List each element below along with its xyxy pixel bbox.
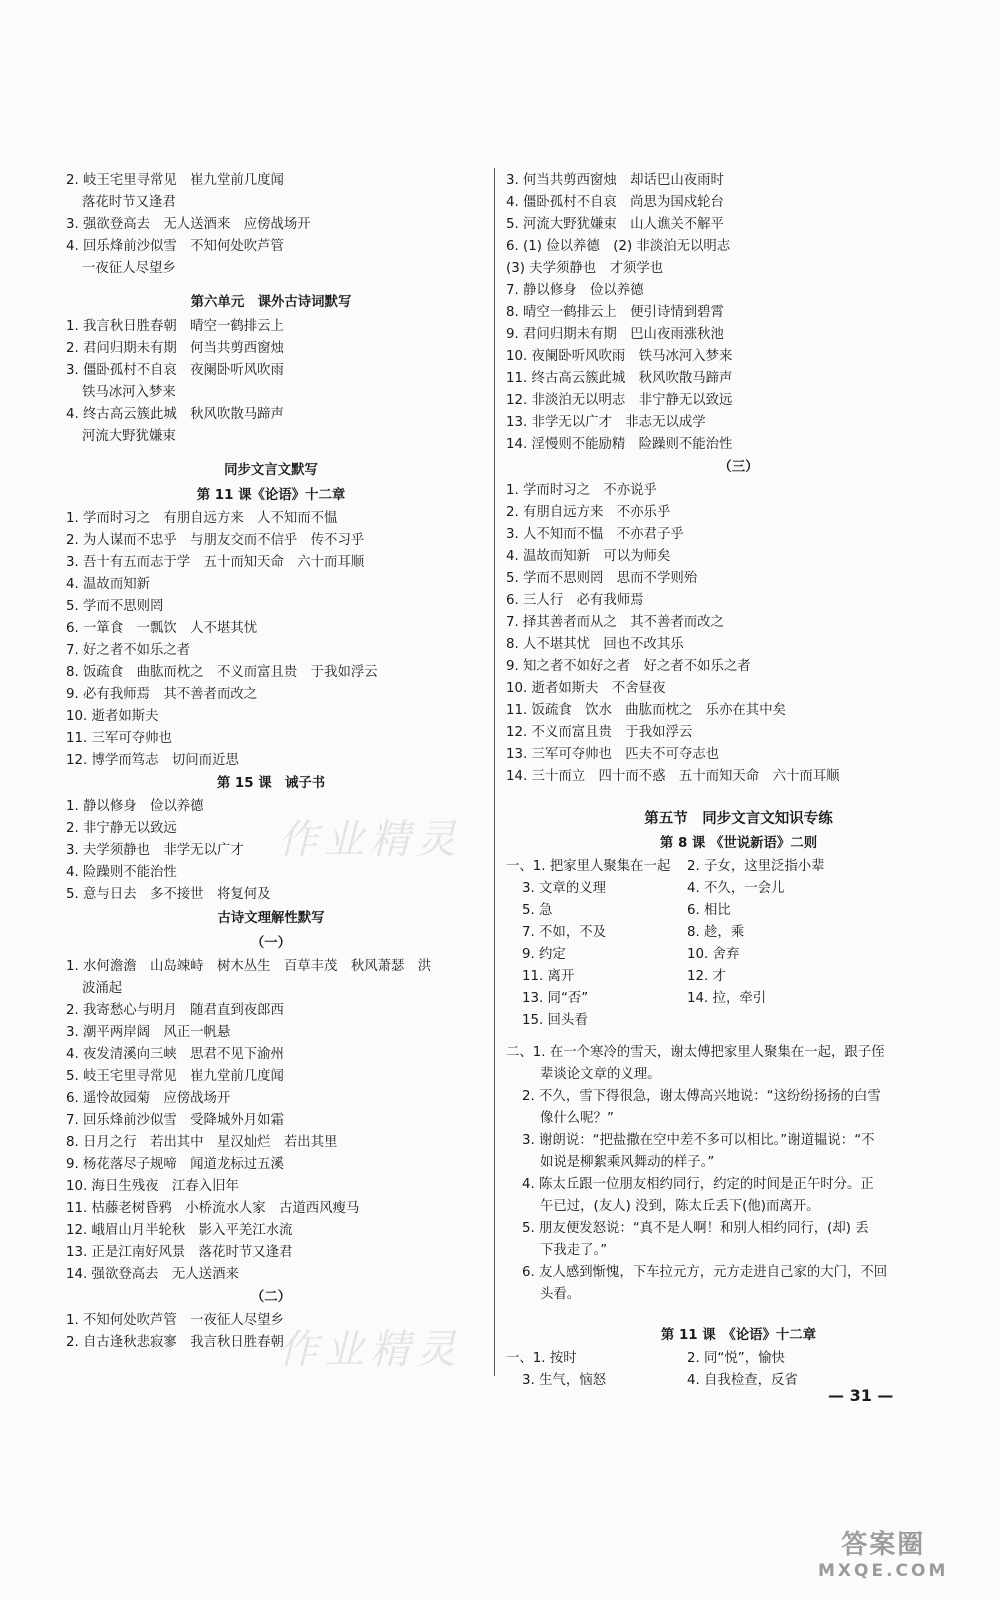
answer-line: 9. 杨花落尽子规啼 闻道龙标过五溪 (66, 1157, 284, 1172)
answer-pair (506, 856, 971, 878)
answer-line: 7. 静以修身 俭以养德 (506, 283, 644, 298)
answer-line: 3. 僵卧孤村不自哀 夜阑卧听风吹雨 (66, 363, 284, 378)
answer-line: 8. 晴空一鹤排云上 便引诗情到碧霄 (506, 305, 724, 320)
answer-line: 2. 自古逢秋悲寂寥 我言秋日胜春朝 (66, 1335, 284, 1350)
answer-line: 二、1. 在一个寒冷的雪天，谢太傅把家里人聚集在一起，跟子侄 (506, 1045, 885, 1060)
answer-line: 波涌起 (82, 981, 123, 996)
answer-line: 7. 择其善者而从之 其不善者而改之 (506, 615, 724, 630)
answer-item: 12. 才 (687, 969, 726, 984)
section-title: 古诗文理解性默写 (217, 911, 325, 926)
answer-line: 1. 不知何处吹芦管 一夜征人尽望乡 (66, 1313, 284, 1328)
answer-line: 10. 夜阑卧听风吹雨 铁马冰河入梦来 (506, 349, 733, 364)
answer-line: 14. 强欲登高去 无人送酒来 (66, 1267, 239, 1282)
answer-line: 1. 学而时习之 不亦说乎 (506, 483, 657, 498)
answer-line: 4. 回乐烽前沙似雪 不知何处吹芦管 (66, 239, 284, 254)
answer-line: 12. 博学而笃志 切问而近思 (66, 753, 239, 768)
answer-line: 4. 险躁则不能治性 (66, 865, 177, 880)
answer-line: 1. 学而时习之 有朋自远方来 人不知而不愠 (66, 511, 338, 526)
answer-item: 一、1. 按时 (506, 1351, 577, 1366)
answer-line: 11. 三军可夺帅也 (66, 731, 172, 746)
answer-line: 7. 好之者不如乐之者 (66, 643, 191, 658)
answer-item: 9. 约定 (522, 947, 566, 962)
answer-line: 2. 不久，雪下得很急，谢太傅高兴地说：“这纷纷扬扬的白雪 (522, 1089, 881, 1104)
answer-pair (506, 1010, 971, 1032)
answer-line: (3) 夫学须静也 才须学也 (506, 261, 664, 276)
answer-line: 14. 三十而立 四十而不惑 五十而知天命 六十而耳顺 (506, 769, 840, 784)
answer-item: 13. 同“否” (522, 991, 589, 1006)
answer-line: 8. 日月之行 若出其中 星汉灿烂 若出其里 (66, 1135, 338, 1150)
left-column (66, 170, 476, 1354)
answer-item: 2. 同“悦”，愉快 (687, 1351, 785, 1366)
answer-line: 10. 海日生残夜 江春入旧年 (66, 1179, 239, 1194)
part-title: （二） (250, 1290, 292, 1305)
answer-pair (506, 922, 971, 944)
answer-line: 14. 淫慢则不能励精 险躁则不能治性 (506, 437, 733, 452)
answer-item: 14. 拉，牵引 (687, 991, 767, 1006)
answer-line: 4. 夜发清溪向三峡 思君不见下渝州 (66, 1047, 284, 1062)
answer-line: 4. 僵卧孤村不自哀 尚思为国戍轮台 (506, 195, 724, 210)
answer-line: 3. 潮平两岸阔 风正一帆悬 (66, 1025, 231, 1040)
answer-item: 7. 不如，不及 (522, 925, 606, 940)
answer-line: 下我走了。” (540, 1243, 608, 1258)
answer-item: 11. 离开 (522, 969, 575, 984)
answer-line: 4. 温故而知新 (66, 577, 150, 592)
answer-line: 11. 饭疏食 饮水 曲肱而枕之 乐亦在其中矣 (506, 703, 786, 718)
answer-line: 1. 水何澹澹 山岛竦峙 树木丛生 百草丰茂 秋风萧瑟 洪 (66, 959, 432, 974)
answer-item: 2. 子女，这里泛指小辈 (687, 859, 825, 874)
answer-pair (506, 988, 971, 1010)
answer-line: 9. 君问归期未有期 巴山夜雨涨秋池 (506, 327, 724, 342)
answer-line: 午已过，(友人) 没到，陈太丘丢下(他)而离开。 (540, 1199, 820, 1214)
answer-item: 一、1. 把家里人聚集在一起 (506, 859, 671, 874)
answer-line: 10. 逝者如斯夫 (66, 709, 159, 724)
answer-line: 辈谈论文章的义理。 (540, 1067, 661, 1082)
lesson-title: 第 8 课 《世说新语》二则 (659, 836, 818, 851)
answer-line: 8. 饭疏食 曲肱而枕之 不义而富且贵 于我如浮云 (66, 665, 378, 680)
answer-line: 4. 终古高云簇此城 秋风吹散马蹄声 (66, 407, 284, 422)
answer-line: 铁马冰河入梦来 (82, 385, 176, 400)
answer-pair (506, 1370, 971, 1392)
answer-line: 2. 为人谋而不忠乎 与朋友交而不信乎 传不习乎 (66, 533, 365, 548)
answer-line: 10. 逝者如斯夫 不舍昼夜 (506, 681, 666, 696)
answer-line: 3. 夫学须静也 非学无以广才 (66, 843, 244, 858)
answer-pair (506, 944, 971, 966)
part-title: （一） (250, 936, 292, 951)
answer-line: 11. 枯藤老树昏鸦 小桥流水人家 古道西风瘦马 (66, 1201, 360, 1216)
answer-line: 3. 人不知而不愠 不亦君子乎 (506, 527, 684, 542)
answer-line: 头看。 (540, 1287, 581, 1302)
answer-line: 8. 人不堪其忧 回也不改其乐 (506, 637, 684, 652)
answer-item: 5. 急 (522, 903, 553, 918)
answer-line: 3. 强欲登高去 无人送酒来 应傍战场开 (66, 217, 311, 232)
lesson-title: 第 11 课 《论语》十二章 (660, 1328, 817, 1343)
answer-line: 13. 正是江南好风景 落花时节又逢君 (66, 1245, 293, 1260)
answer-line: 5. 河流大野犹嫌束 山人谯关不解平 (506, 217, 724, 232)
answer-line: 5. 朋友便发怒说：“真不是人啊！和别人相约同行，(却) 丢 (522, 1221, 869, 1236)
answer-line: 2. 有朋自远方来 不亦乐乎 (506, 505, 671, 520)
answer-line: 落花时节又逢君 (82, 195, 176, 210)
answer-line: 12. 非淡泊无以明志 非宁静无以致远 (506, 393, 733, 408)
answer-line: 1. 静以修身 俭以养德 (66, 799, 204, 814)
answer-line: 12. 不义而富且贵 于我如浮云 (506, 725, 693, 740)
answer-line: 12. 峨眉山月半轮秋 影入平羌江水流 (66, 1223, 293, 1238)
answer-line: 13. 三军可夺帅也 匹夫不可夺志也 (506, 747, 720, 762)
answer-line: 6. 友人感到惭愧，下车拉元方，元方走进自己家的大门，不回 (522, 1265, 888, 1280)
answer-line: 4. 温故而知新 可以为师矣 (506, 549, 671, 564)
page-number: — 31 — (828, 1386, 894, 1405)
answer-line: 一夜征人尽望乡 (82, 261, 176, 276)
answer-line: 6. 一箪食 一瓢饮 人不堪其忧 (66, 621, 258, 636)
answer-line: 6. (1) 俭以养德 (2) 非淡泊无以明志 (506, 239, 731, 254)
section-title: 同步文言文默写 (224, 463, 318, 478)
section-title: 第五节 同步文言文知识专练 (644, 811, 833, 827)
answer-line: 9. 知之者不如好之者 好之者不如乐之者 (506, 659, 751, 674)
answer-line: 5. 岐王宅里寻常见 崔九堂前几度闻 (66, 1069, 284, 1084)
answer-line: 6. 三人行 必有我师焉 (506, 593, 644, 608)
answer-line: 如说是柳絮乘风舞动的样子。” (540, 1155, 715, 1170)
part-title: （三） (718, 460, 759, 475)
lesson-title: 第 15 课 诫子书 (216, 776, 326, 791)
watermark: 作业精灵 (278, 1327, 462, 1373)
answer-line: 3. 吾十有五而志于学 五十而知天命 六十而耳顺 (66, 555, 365, 570)
answer-line: 3. 谢朗说：“把盐撒在空中差不多可以相比。”谢道韫说：“不 (522, 1133, 875, 1148)
logo-text: 答案圈 (841, 1530, 926, 1560)
answer-item: 8. 趁，乘 (687, 925, 745, 940)
answer-line: 11. 终古高云簇此城 秋风吹散马蹄声 (506, 371, 733, 386)
answer-pair (506, 966, 971, 988)
answer-line: 13. 非学无以广才 非志无以成学 (506, 415, 706, 430)
answer-item: 3. 生气，恼怒 (522, 1373, 606, 1388)
answer-line: 7. 回乐烽前沙似雪 受降城外月如霜 (66, 1113, 284, 1128)
answer-line: 5. 学而不思则罔 (66, 599, 164, 614)
section-title: 第六单元 课外古诗词默写 (190, 295, 352, 310)
answer-line: 4. 陈太丘跟一位朋友相约同行，约定的时间是正午时分。正 (522, 1177, 874, 1192)
answer-line: 1. 我言秋日胜春朝 晴空一鹤排云上 (66, 319, 284, 334)
answer-line: 河流大野犹嫌束 (82, 429, 176, 444)
answer-line: 2. 非宁静无以致远 (66, 821, 177, 836)
answer-item: 10. 舍弃 (687, 947, 740, 962)
site-logo (818, 1524, 948, 1581)
answer-item: 4. 自我检查，反省 (687, 1373, 798, 1388)
answer-line: 5. 意与日去 多不接世 将复何及 (66, 887, 271, 902)
answer-line: 2. 岐王宅里寻常见 崔九堂前几度闻 (66, 173, 284, 188)
answer-item: 3. 文章的义理 (522, 881, 606, 896)
answer-item: 4. 不久，一会儿 (687, 881, 785, 896)
logo-url: MXQE.COM (818, 1561, 949, 1581)
answer-line: 2. 君问归期未有期 何当共剪西窗烛 (66, 341, 284, 356)
answer-pair (506, 878, 971, 900)
watermark: 作业精灵 (278, 817, 462, 863)
answer-pair (506, 900, 971, 922)
answer-line: 3. 何当共剪西窗烛 却话巴山夜雨时 (506, 173, 724, 188)
right-column (506, 170, 971, 1392)
column-divider (494, 168, 495, 1376)
answer-line: 6. 遥怜故园菊 应傍战场开 (66, 1091, 231, 1106)
lesson-title: 第 11 课《论语》十二章 (196, 488, 346, 503)
answer-item: 15. 回头看 (522, 1013, 588, 1028)
answer-line: 5. 学而不思则罔 思而不学则殆 (506, 571, 698, 586)
answer-line: 9. 必有我师焉 其不善者而改之 (66, 687, 258, 702)
answer-line: 2. 我寄愁心与明月 随君直到夜郎西 (66, 1003, 284, 1018)
answer-pair (506, 1348, 971, 1370)
answer-item: 6. 相比 (687, 903, 731, 918)
answer-line: 像什么呢？” (540, 1111, 614, 1126)
